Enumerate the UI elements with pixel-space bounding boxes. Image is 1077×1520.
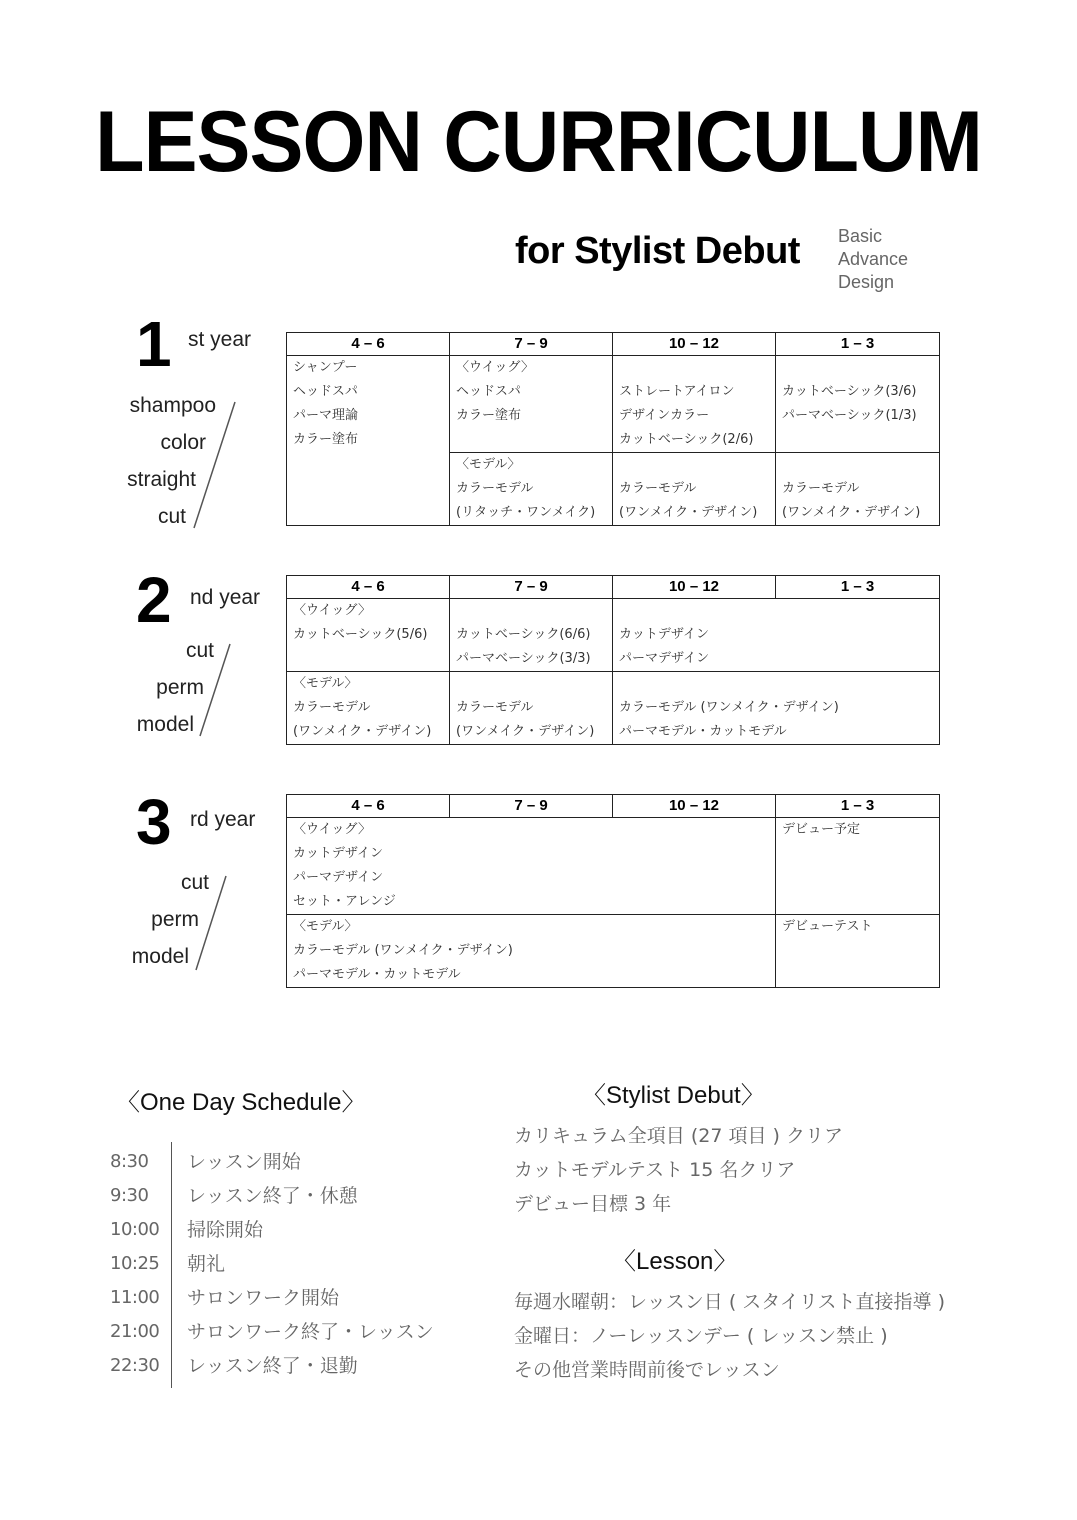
table-cell [776, 356, 940, 453]
lesson-line: 毎週水曜朝：レッスン日 ( スタイリスト直接指導 ) [514, 1291, 945, 1313]
schedule-row [110, 1179, 490, 1213]
cell-line: カットベーシック(5/6) [293, 627, 428, 642]
cell-line: カラーモデル (ワンメイク・デザイン) [293, 943, 513, 958]
cell-line [619, 672, 939, 696]
period-header: 10 – 12 [613, 576, 776, 599]
period-header: 1 – 3 [776, 576, 940, 599]
year-2-table [286, 575, 940, 745]
schedule-text: レッスン開始 [187, 1151, 301, 1173]
cell-line: デビュー予定 [782, 822, 861, 837]
topic-label: model [131, 945, 189, 968]
cell-line: カットベーシック(2/6) [619, 432, 754, 447]
schedule-text: 朝礼 [187, 1253, 226, 1275]
lesson-list [514, 1285, 1034, 1387]
period-header: 10 – 12 [613, 333, 776, 356]
cell-line: (ワンメイク・デザイン) [293, 724, 432, 739]
table-cell [287, 915, 776, 988]
year-1-table [286, 332, 940, 526]
table-cell [450, 356, 613, 453]
cell-line: ヘッドスパ [293, 384, 358, 399]
period-header: 7 – 9 [450, 576, 613, 599]
schedule-text: 掃除開始 [187, 1219, 264, 1241]
schedule-time: 8:30 [110, 1151, 149, 1172]
cell-line: カラーモデル [456, 481, 534, 496]
year-suffix: st year [188, 328, 252, 351]
cell-line: パーマベーシック(1/3) [782, 408, 917, 423]
cell-line: パーマモデル・カットモデル [619, 724, 787, 739]
period-header: 4 – 6 [287, 576, 450, 599]
cell-line [782, 453, 939, 477]
table-cell [287, 818, 776, 915]
table-cell [287, 672, 450, 745]
slash-divider [190, 874, 234, 972]
lesson-line: 金曜日：ノーレッスンデー ( レッスン禁止 ) [514, 1325, 888, 1347]
stylist-debut-title: 〈Stylist Debut〉 [582, 1082, 765, 1109]
debut-line: カットモデルテスト 15 名クリア [514, 1159, 796, 1181]
table-cell [613, 672, 940, 745]
lesson-line: その他営業時間前後でレッスン [514, 1359, 780, 1381]
cell-line: デザインカラー [619, 408, 710, 423]
topic-label: perm [156, 676, 204, 699]
cell-line: 〈ウイッグ〉 [293, 603, 372, 618]
cell-line: パーマデザイン [293, 870, 384, 885]
cell-line: (ワンメイク・デザイン) [456, 724, 595, 739]
schedule-time: 21:00 [110, 1321, 160, 1342]
schedule-text: サロンワーク終了・レッスン [187, 1321, 434, 1343]
period-header: 1 – 3 [776, 333, 940, 356]
cell-line: 〈ウイッグ〉 [456, 360, 535, 375]
schedule-time: 11:00 [110, 1287, 160, 1308]
cell-line [619, 356, 775, 380]
cell-line: パーマモデル・カットモデル [293, 967, 461, 982]
cell-line: カラー塗布 [456, 408, 522, 423]
period-header: 7 – 9 [450, 333, 613, 356]
schedule-time: 22:30 [110, 1355, 160, 1376]
topic-label: straight [127, 468, 196, 491]
debut-line: カリキュラム全項目 (27 項目 ) クリア [514, 1125, 843, 1147]
topic-label: perm [151, 908, 199, 931]
topic-label: cut [180, 871, 209, 894]
table-cell [776, 915, 940, 988]
cell-line: カットベーシック(6/6) [456, 627, 591, 642]
topic-label: cut [185, 639, 214, 662]
year-number: 1 [136, 308, 172, 380]
cell-line: カラーモデル [456, 700, 534, 715]
period-header: 4 – 6 [287, 333, 450, 356]
cell-line: 〈モデル〉 [293, 676, 358, 691]
debut-line: デビュー目標 3 年 [514, 1193, 672, 1215]
period-header: 1 – 3 [776, 795, 940, 818]
cell-line: カットデザイン [293, 846, 383, 861]
table-cell [613, 453, 776, 526]
cell-line: パーマ理論 [293, 408, 359, 423]
cell-line: デビューテスト [782, 919, 873, 934]
cell-line: セット・アレンジ [293, 894, 396, 909]
cell-line: (ワンメイク・デザイン) [619, 505, 758, 520]
slash-divider [194, 642, 238, 738]
period-header: 10 – 12 [613, 795, 776, 818]
schedule-row [110, 1213, 490, 1247]
schedule-time: 10:25 [110, 1253, 160, 1274]
cell-line: カットベーシック(3/6) [782, 384, 917, 399]
level-item: Design [838, 272, 895, 292]
cell-line [782, 356, 939, 380]
table-cell [287, 356, 450, 526]
schedule-text: レッスン終了・退勤 [187, 1355, 358, 1377]
schedule-text: サロンワーク開始 [187, 1287, 340, 1309]
cell-line: カラーモデル (ワンメイク・デザイン) [619, 700, 839, 715]
schedule-row [110, 1315, 490, 1349]
topic-label: cut [157, 505, 186, 528]
topic-label: model [136, 713, 194, 736]
cell-line: (リタッチ・ワンメイク) [456, 505, 596, 520]
level-item: Basic [838, 226, 883, 246]
cell-line: (ワンメイク・デザイン) [782, 505, 921, 520]
cell-line [619, 453, 775, 477]
cell-line: カラーモデル [293, 700, 371, 715]
cell-line [456, 599, 612, 623]
schedule-row [110, 1349, 490, 1383]
year-suffix: nd year [190, 586, 261, 609]
year-number: 3 [136, 786, 172, 858]
schedule-row [110, 1247, 490, 1281]
table-cell [776, 818, 940, 915]
schedule-row [110, 1145, 490, 1179]
year-suffix: rd year [190, 808, 256, 831]
cell-line: 〈モデル〉 [456, 457, 521, 472]
schedule-list [110, 1145, 490, 1383]
period-header: 7 – 9 [450, 795, 613, 818]
slash-divider [186, 400, 246, 532]
period-header: 4 – 6 [287, 795, 450, 818]
lesson-title: 〈Lesson〉 [612, 1248, 738, 1275]
cell-line: 〈ウイッグ〉 [293, 822, 372, 837]
cell-line [456, 672, 612, 696]
table-cell [450, 672, 613, 745]
cell-line: 〈モデル〉 [293, 919, 358, 934]
cell-line: カラーモデル [619, 481, 697, 496]
cell-line: パーマデザイン [619, 651, 710, 666]
cell-line: ストレートアイロン [619, 384, 735, 399]
cell-line [619, 599, 939, 623]
schedule-text: レッスン終了・休憩 [187, 1185, 358, 1207]
table-cell [450, 453, 613, 526]
stylist-debut-list [514, 1119, 994, 1221]
table-cell [450, 599, 613, 672]
page-title: LESSON CURRICULUM [95, 94, 982, 190]
cell-line: カラー塗布 [293, 432, 359, 447]
cell-line: ヘッドスパ [456, 384, 521, 399]
table-cell [613, 356, 776, 453]
level-item: Advance [838, 249, 909, 269]
schedule-time: 9:30 [110, 1185, 149, 1206]
year-3-table [286, 794, 940, 988]
one-day-schedule-title: 〈One Day Schedule〉 [116, 1089, 366, 1116]
topic-label: shampoo [129, 394, 216, 417]
cell-line: パーマベーシック(3/3) [456, 651, 591, 666]
schedule-row [110, 1281, 490, 1315]
table-cell [776, 453, 940, 526]
table-cell [613, 599, 940, 672]
cell-line: シャンプー [293, 360, 358, 375]
cell-line: カットデザイン [619, 627, 709, 642]
year-number: 2 [136, 564, 172, 636]
cell-line: カラーモデル [782, 481, 860, 496]
schedule-time: 10:00 [110, 1219, 160, 1240]
level-list [838, 225, 908, 294]
topic-label: color [160, 431, 206, 454]
page-subtitle: for Stylist Debut [515, 230, 800, 272]
table-cell [287, 599, 450, 672]
